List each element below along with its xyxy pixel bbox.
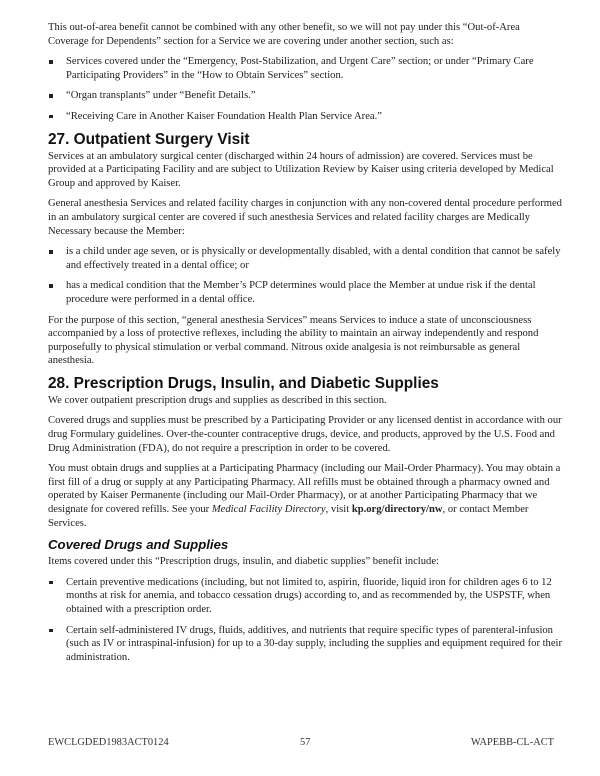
list-item — [48, 55, 563, 82]
section-27-heading: 27. Outpatient Surgery Visit — [48, 130, 250, 148]
intro-bullet-list — [48, 55, 563, 123]
list-item-text: “Organ transplants” under “Benefit Details.” — [66, 90, 256, 102]
list-item-text: has a medical condition that the Member’s PCP determines would place the Member at undue risk if the dental procedure were performed in a dental office. — [66, 280, 536, 305]
bullet-icon — [49, 115, 53, 119]
covered-drugs-bullet-list — [48, 576, 563, 665]
list-item — [48, 576, 563, 617]
list-item — [48, 279, 563, 306]
list-item — [48, 624, 563, 665]
covered-drugs-subheading: Covered Drugs and Supplies — [48, 537, 229, 553]
document-page — [48, 21, 563, 671]
intro-paragraph: This out-of-area benefit cannot be combined with any other benefit, so we will not pay under this “Out-of-Area Coverage for Dependents” section for a Service we are covering under another section, such as: — [48, 22, 520, 47]
section-28-paragraph-2: Covered drugs and supplies must be prescribed by a Participating Provider or any licensed dentist in accordance with our drug Formulary guidelines. Over-the-counter contraceptive drugs, device, and products, approved by the U.S. Food and Drug Administration (FDA), do not require a prescription in order to be covered. — [48, 415, 562, 454]
list-item-text: is a child under age seven, or is physically or developmentally disabled, with a dental condition that cannot be safely and effectively treated in a dental office; or — [66, 246, 561, 271]
list-item-text: Services covered under the “Emergency, Post-Stabilization, and Urgent Care” section; or under “Primary Care Participating Providers” in the “How to Obtain Services” section. — [66, 56, 534, 81]
list-item-text: Certain preventive medications (including, but not limited to, aspirin, fluoride, liquid iron for children ages 6 to 12 months at risk for anemia, and tobacco cessation drugs) according to, and as recommended by, the USPSTF, when obtained with a prescription order. — [66, 576, 552, 615]
plan-code: WAPEBB-CL-ACT — [470, 737, 554, 748]
section-28-paragraph-1: We cover outpatient prescription drugs and supplies as described in this section. — [48, 394, 387, 406]
section-27-paragraph-1: Services at an ambulatory surgical center (discharged within 24 hours of admission) are covered. Services must be provided at a Participating Facility and are subject to Utilization Review by Kaiser using criteria developed by Medical Group and approved by Kaiser. — [48, 150, 554, 189]
list-item — [48, 245, 563, 272]
section-27-bullet-list — [48, 245, 563, 306]
bullet-icon — [49, 60, 53, 64]
section-27-paragraph-2: General anesthesia Services and related facility charges in conjunction with any non-covered dental procedure performed in an ambulatory surgical center are covered if such anesthesia Services and related facility charges are Medically Necessary because the Member: — [48, 198, 562, 237]
bullet-icon — [49, 250, 53, 254]
section-28-heading: 28. Prescription Drugs, Insulin, and Diabetic Supplies — [48, 374, 439, 392]
bullet-icon — [49, 284, 53, 288]
directory-link[interactable]: kp.org/directory/nw — [351, 504, 443, 516]
document-code: EWCLGDED1983ACT0124 — [48, 737, 169, 748]
list-item — [48, 89, 563, 103]
bullet-icon — [49, 94, 53, 98]
list-item-text: “Receiving Care in Another Kaiser Foundation Health Plan Service Area.” — [66, 110, 382, 122]
bullet-icon — [49, 629, 53, 633]
section-28-paragraph-3 — [48, 462, 563, 530]
paragraph-text: , or contact Member Services. — [48, 504, 529, 529]
page-footer — [48, 737, 554, 751]
paragraph-text: You must obtain drugs and supplies at a Participating Pharmacy (including our Mail-Order Pharmacy). You may obtain a first fill of a drug or supply at any Participating Pharmacy. All refills must be obtained through a pharmacy owned and operated by Kaiser Permanente (including our Mail-Order Pharmacy), or at another Participating Pharmacy that we designate for covered refills. See your — [48, 463, 561, 516]
paragraph-text: , visit — [325, 504, 352, 516]
bullet-icon — [49, 581, 53, 585]
covered-drugs-paragraph: Items covered under this “Prescription drugs, insulin, and diabetic supplies” benefit include: — [48, 556, 439, 568]
facility-directory-title: Medical Facility Directory — [211, 504, 326, 516]
section-27-paragraph-3: For the purpose of this section, “general anesthesia Services” means Services to induce a state of unconsciousness accompanied by a loss of protective reflexes, including the ability to maintain an airway independently and respond purposefully to physical stimulation or verbal command. Nitrous oxide analgesia is not reimbursable as general anesthesia. — [48, 314, 539, 367]
list-item — [48, 110, 563, 124]
list-item-text: Certain self-administered IV drugs, fluids, additives, and nutrients that require specific types of parenteral-infusion (such as IV or intraspinal-infusion) for up to a 30-day supply, including the supplies and equipment required for their administration. — [66, 624, 563, 663]
page-number: 57 — [300, 737, 311, 748]
